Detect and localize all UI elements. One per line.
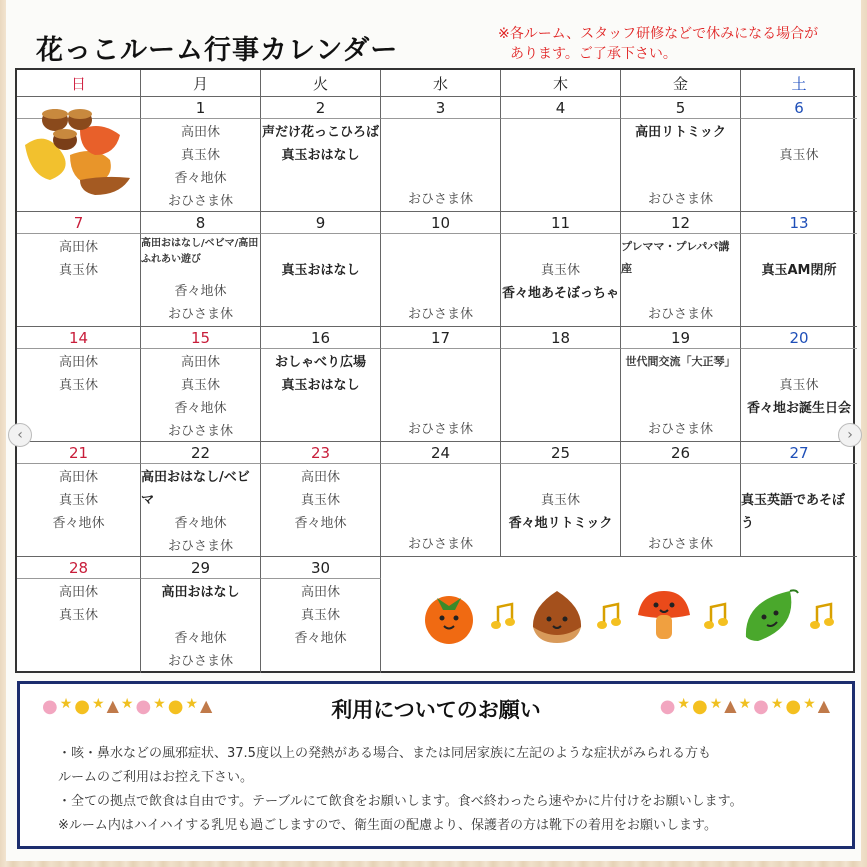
event-item: 真玉休 xyxy=(540,263,580,278)
rabbit-icon: ● xyxy=(753,696,769,717)
day-number: 21 xyxy=(17,442,141,464)
day-number: 7 xyxy=(17,212,141,234)
event-item: おひさま休 xyxy=(407,307,473,322)
day-number: 17 xyxy=(381,327,501,349)
event-item: 声だけ花っこひろば xyxy=(261,125,379,140)
event-item: 真玉休 xyxy=(779,378,819,393)
day-number: 10 xyxy=(381,212,501,234)
day-number: 26 xyxy=(621,442,741,464)
notice-line: あります。ご了承下さい。 xyxy=(510,46,677,62)
weekday-header-tue: 火 xyxy=(261,70,381,97)
event-item: プレママ・プレパパ講座 xyxy=(621,240,730,275)
event-item: おひさま休 xyxy=(167,194,233,209)
day-number: 2 xyxy=(261,97,381,119)
music-note-icon xyxy=(703,601,731,631)
day-number: 11 xyxy=(501,212,621,234)
rabbit-icon: ● xyxy=(42,696,58,717)
day-number: 3 xyxy=(381,97,501,119)
event-item: 真玉休 xyxy=(180,378,220,393)
decoration-area xyxy=(741,557,857,579)
decoration-area xyxy=(381,557,501,579)
day-cell xyxy=(621,349,741,442)
day-cell xyxy=(501,464,621,557)
event-item: 真玉休 xyxy=(779,148,819,163)
day-cell xyxy=(501,234,621,327)
day-number: 12 xyxy=(621,212,741,234)
day-number: 9 xyxy=(261,212,381,234)
day-cell xyxy=(141,119,261,212)
event-item: 高田休 xyxy=(180,125,220,140)
event-item: おひさま休 xyxy=(407,192,473,207)
notice-line: ※各ルーム、スタッフ研修などで休みになる場合が xyxy=(498,26,819,42)
day-cell xyxy=(621,119,741,212)
notes-line: ※ルーム内はハイハイする乳児も過ごしますので、衛生面の配慮より、保護者の方は靴下の着用をお願いします。 xyxy=(58,818,717,833)
day-cell xyxy=(381,234,501,327)
event-item: 真玉休 xyxy=(300,493,340,508)
day-cell xyxy=(261,234,381,327)
chick-icon: ● xyxy=(167,696,184,717)
day-cell xyxy=(17,349,141,442)
star-icon: ★ xyxy=(59,696,73,712)
star-icon: ★ xyxy=(738,696,752,712)
day-number: 8 xyxy=(141,212,261,234)
notice-text xyxy=(498,24,848,64)
carousel-prev-button[interactable]: ‹ xyxy=(8,423,32,447)
event-item: 高田休 xyxy=(58,355,98,370)
event-item: 高田リトミック xyxy=(635,125,726,140)
event-item: 香々地休 xyxy=(174,516,227,531)
event-item: 真玉おはなし xyxy=(281,148,360,163)
house-icon: ▲ xyxy=(106,696,119,715)
day-number: 27 xyxy=(741,442,857,464)
event-item: おひさま休 xyxy=(167,307,233,322)
day-cell xyxy=(501,349,621,442)
event-item: 真玉休 xyxy=(58,263,98,278)
rabbit-icon: ● xyxy=(659,696,676,717)
event-item: 高田休 xyxy=(180,355,220,370)
event-calendar xyxy=(15,68,855,673)
star-icon: ★ xyxy=(185,696,198,712)
day-cell xyxy=(261,119,381,212)
day-cell xyxy=(141,464,261,557)
day-cell xyxy=(141,234,261,327)
day-cell xyxy=(741,464,857,557)
notes-line: ・全ての拠点で飲食は自由です。テーブルにて飲食をお願いします。食べ終わったら速やかに片付けをお願いします。 xyxy=(58,794,743,809)
day-cell xyxy=(261,464,381,557)
day-number: 1 xyxy=(141,97,261,119)
event-item: 真玉英語であそぼう xyxy=(741,493,846,531)
day-cell xyxy=(381,119,501,212)
day-cell xyxy=(141,349,261,442)
event-item: 香々地休 xyxy=(174,171,227,186)
day-number: 4 xyxy=(501,97,621,119)
event-item: 高田おはなし/ベビマ/高田ふれあい遊び xyxy=(141,238,259,265)
day-cell xyxy=(501,119,621,212)
day-number: 28 xyxy=(17,557,141,579)
event-item: 高田休 xyxy=(58,470,98,485)
event-item: おひさま休 xyxy=(407,537,473,552)
chick-icon: ● xyxy=(74,696,90,717)
notes-line: ルームのご利用はお控え下さい。 xyxy=(58,770,254,785)
event-item: おひさま休 xyxy=(167,654,233,669)
star-icon: ★ xyxy=(677,696,690,712)
event-item: 真玉休 xyxy=(58,608,98,623)
decoration-area xyxy=(501,557,621,579)
day-cell xyxy=(261,579,381,673)
event-item: 真玉休 xyxy=(540,493,580,508)
music-note-icon xyxy=(809,601,837,631)
persimmon-face-icon xyxy=(417,586,481,646)
event-item: おひさま休 xyxy=(167,424,233,439)
day-cell xyxy=(17,579,141,673)
day-number: 15 xyxy=(141,327,261,349)
event-item: おひさま休 xyxy=(407,422,473,437)
day-number: 20 xyxy=(741,327,857,349)
day-cell xyxy=(141,579,261,673)
event-item: 高田おはなし xyxy=(161,585,240,600)
rabbit-icon: ● xyxy=(135,696,152,717)
day-number: 30 xyxy=(261,557,381,579)
day-cell xyxy=(621,464,741,557)
weekday-header-thu: 木 xyxy=(501,70,621,97)
page-title: 花っこルーム行事カレンダー xyxy=(36,35,399,66)
day-cell xyxy=(381,464,501,557)
decoration-area xyxy=(621,557,741,579)
music-note-icon xyxy=(490,601,518,631)
event-item: 高田休 xyxy=(300,470,340,485)
event-item: 香々地休 xyxy=(174,284,227,299)
weekday-header-sun: 日 xyxy=(17,70,141,97)
chick-icon: ● xyxy=(785,696,802,717)
event-item: 真玉おはなし xyxy=(281,378,360,393)
event-item: 香々地休 xyxy=(174,631,227,646)
autumn-leaves-chestnuts-illustration xyxy=(20,100,130,200)
event-item: 香々地休 xyxy=(294,631,347,646)
day-number: 16 xyxy=(261,327,381,349)
day-cell xyxy=(261,349,381,442)
decor-right xyxy=(660,696,830,717)
usage-notes-box xyxy=(17,681,855,849)
star-icon: ★ xyxy=(153,696,166,712)
event-item: 真玉休 xyxy=(58,493,98,508)
event-item: 高田休 xyxy=(58,585,98,600)
decor-left xyxy=(42,696,212,717)
star-icon: ★ xyxy=(770,696,784,712)
star-icon: ★ xyxy=(709,696,723,712)
chick-icon: ● xyxy=(691,696,708,717)
day-cell xyxy=(17,234,141,327)
event-item: おひさま休 xyxy=(647,537,713,552)
weekday-header-wed: 水 xyxy=(381,70,501,97)
house-icon: ▲ xyxy=(724,696,737,715)
day-cell xyxy=(381,349,501,442)
mushroom-face-icon xyxy=(634,587,694,645)
day-number: 18 xyxy=(501,327,621,349)
notes-line: ・咳・鼻水などの風邪症状、37.5度以上の発熱がある場合、または同居家族に左記のような症状がみられる方も xyxy=(58,746,711,761)
day-cell xyxy=(741,119,857,212)
event-item: 真玉おはなし xyxy=(281,263,360,278)
day-cell xyxy=(621,234,741,327)
star-icon: ★ xyxy=(92,696,105,712)
day-number: 24 xyxy=(381,442,501,464)
autumn-characters-row xyxy=(412,585,842,647)
weekday-header-sat: 土 xyxy=(741,70,857,97)
day-number: 22 xyxy=(141,442,261,464)
day-number: 6 xyxy=(741,97,857,119)
event-item: 真玉休 xyxy=(180,148,220,163)
event-item: 高田休 xyxy=(58,240,98,255)
event-item: 世代間交流「大正琴」 xyxy=(625,355,736,368)
weekday-header-fri: 金 xyxy=(621,70,741,97)
event-item: 真玉休 xyxy=(300,608,340,623)
leaf-face-icon xyxy=(740,587,800,645)
star-icon: ★ xyxy=(803,696,816,712)
day-number: 19 xyxy=(621,327,741,349)
day-cell xyxy=(741,234,857,327)
event-item: 香々地あそぼっちゃ xyxy=(501,286,619,301)
day-cell xyxy=(17,464,141,557)
event-item: 真玉休 xyxy=(58,378,98,393)
weekday-header-mon: 月 xyxy=(141,70,261,97)
chestnut-face-icon xyxy=(527,587,587,645)
event-item: 香々地休 xyxy=(52,516,105,531)
event-item: おひさま休 xyxy=(647,192,713,207)
event-item: 香々地休 xyxy=(294,516,347,531)
event-item: 高田休 xyxy=(300,585,340,600)
day-number: 23 xyxy=(261,442,381,464)
house-icon: ▲ xyxy=(200,696,213,715)
star-icon: ★ xyxy=(120,696,134,712)
event-item: おひさま休 xyxy=(647,422,713,437)
day-number: 25 xyxy=(501,442,621,464)
carousel-next-button[interactable]: › xyxy=(838,423,862,447)
event-item: おひさま休 xyxy=(167,539,233,554)
event-item: 真玉AM閉所 xyxy=(761,263,837,278)
event-item: 高田おはなし/ベビマ xyxy=(141,470,250,508)
day-number: 5 xyxy=(621,97,741,119)
day-number: 13 xyxy=(741,212,857,234)
day-number: 29 xyxy=(141,557,261,579)
event-item: おしゃべり広場 xyxy=(274,355,366,370)
event-item: 香々地お誕生日会 xyxy=(746,401,851,416)
event-item: 香々地リトミック xyxy=(508,516,613,531)
event-item: 香々地休 xyxy=(174,401,227,416)
day-number: 14 xyxy=(17,327,141,349)
house-icon: ▲ xyxy=(817,696,830,715)
notes-title: 利用についてのお願い xyxy=(331,698,541,722)
event-item: おひさま休 xyxy=(647,307,713,322)
music-note-icon xyxy=(596,601,624,631)
